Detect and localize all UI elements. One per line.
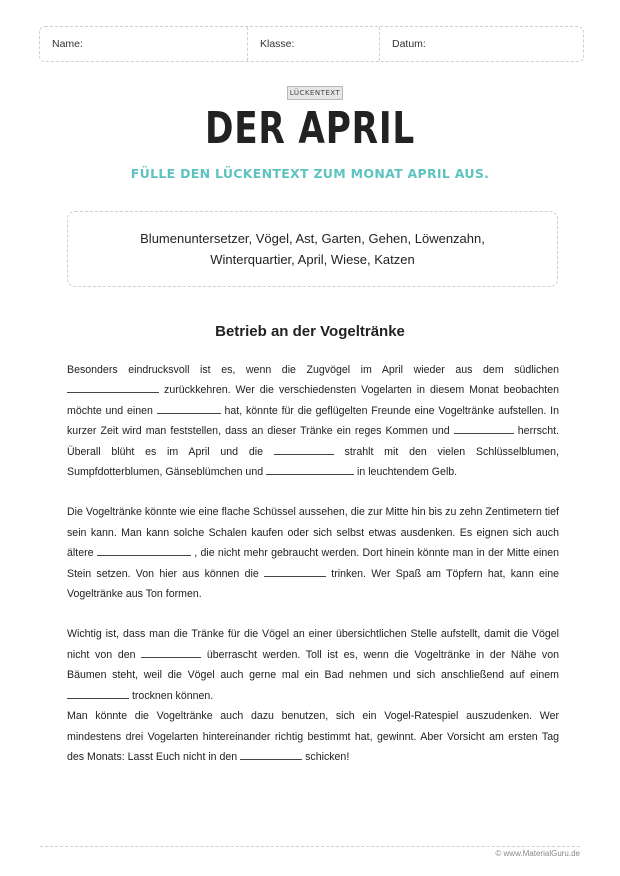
text-segment: in leuchtendem Gelb.	[357, 466, 458, 479]
blank-6[interactable]	[97, 554, 191, 556]
blank-10[interactable]	[240, 758, 302, 760]
blank-1[interactable]	[67, 391, 159, 393]
footer-divider	[40, 846, 580, 847]
text-segment: , die nicht mehr gebraucht werden. Dort hinein könnte man in der Mitte einen Stein setzen. Von hier aus können die	[67, 547, 559, 580]
paragraph-3	[67, 624, 559, 706]
blank-2[interactable]	[157, 412, 221, 414]
date-field[interactable]	[380, 27, 583, 61]
date-label: Datum:	[392, 38, 426, 50]
blank-3[interactable]	[454, 432, 514, 434]
text-segment: zurückkehren. Wer die verschiedensten Vogelarten in diesem Monat beobachten möchte und einen	[67, 384, 559, 417]
text-segment: herrscht. Überall blüht es im April und die	[67, 425, 559, 458]
text-segment: hat, könnte für die geflügelten Freunde eine Vogeltränke aufstellen. In kurzer Zeit wird man feststellen, dass an dieser Tränke ein reges Kommen und	[67, 404, 559, 438]
text-segment: Besonders eindrucksvoll ist es, wenn die Zugvögel im April wieder aus dem südlichen	[67, 364, 559, 376]
section-title: Betrieb an der Vogeltränke	[215, 323, 405, 340]
blank-4[interactable]	[274, 453, 334, 455]
text-segment: Wichtig ist, dass man die Tränke für die Vögel an einer übersichtlichen Stelle aufstellt, damit die Vögel nicht von den	[67, 628, 559, 661]
blank-5[interactable]	[266, 473, 354, 475]
paragraph-1	[67, 360, 559, 482]
text-segment: überrascht werden. Toll ist es, wenn die Vogeltränke in der Nähe von Bäumen steht, weil die Vögel auch gerne mal ein Bad nehmen und sich anschließend auf einem	[67, 648, 559, 682]
blank-9[interactable]	[67, 697, 129, 699]
word-bank-box	[67, 211, 558, 287]
text-segment: trocknen können.	[131, 689, 214, 702]
cloze-text	[67, 360, 559, 767]
text-segment: schicken!	[305, 750, 350, 763]
worksheet-type-badge: LÜCKENTEXT	[287, 86, 343, 100]
page-subtitle: FÜLLE DEN LÜCKENTEXT ZUM MONAT APRIL AUS.	[130, 166, 490, 181]
name-field[interactable]	[40, 27, 248, 61]
blank-8[interactable]	[141, 656, 201, 658]
page-title: DER APRIL	[204, 103, 416, 154]
word-bank-line-1: Blumenuntersetzer, Vögel, Ast, Garten, Gehen, Löwenzahn,	[140, 231, 485, 246]
footer-copyright: © www.MaterialGuru.de	[495, 849, 580, 858]
text-segment: strahlt mit den vielen Schlüsselblumen, Sumpfdotterblumen, Gänseblümchen und	[67, 445, 559, 479]
class-field[interactable]	[248, 27, 380, 61]
class-label: Klasse:	[260, 38, 295, 50]
blank-7[interactable]	[264, 575, 326, 577]
paragraph-4	[67, 706, 559, 767]
student-info-header	[39, 26, 584, 62]
text-segment: Die Vogeltränke könnte wie eine flache Schüssel aussehen, die zur Mitte hin bis zu zehn Zentimetern tief sein kann. Man kann solche Schalen kaufen oder sich selbst etwas ausdenken. Es eignen sich auch ältere	[67, 506, 559, 560]
text-segment: Man könnte die Vogeltränke auch dazu benutzen, sich ein Vogel-Ratespiel auszudenken. Wer mindestens drei Vogelarten hintereinander richtig bestimmt hat, gewinnt. Aber Vorsicht am ersten Tag des Monats: Lasst Euch nicht in den	[67, 710, 559, 763]
text-segment: trinken. Wer Spaß am Töpfern hat, kann eine Vogeltränke aus Ton formen.	[67, 567, 559, 601]
paragraph-2	[67, 502, 559, 604]
word-bank-line-2: Winterquartier, April, Wiese, Katzen	[210, 252, 415, 267]
name-label: Name:	[52, 38, 83, 50]
